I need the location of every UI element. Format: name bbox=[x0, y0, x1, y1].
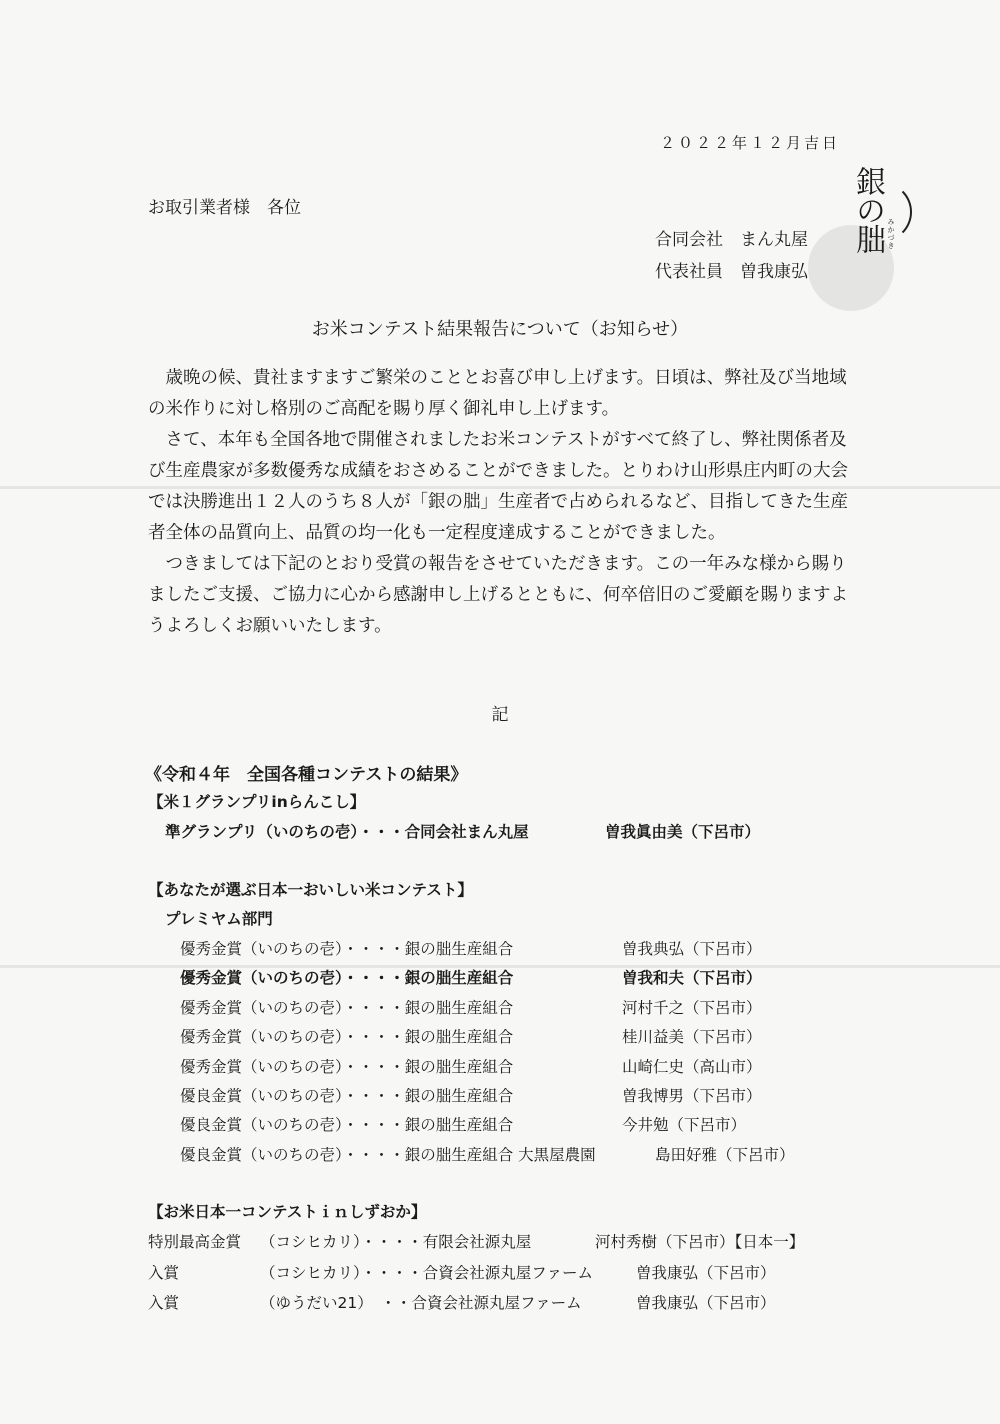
contest-heading: 【お米日本一コンテストｉｎしずおか】 bbox=[148, 1203, 427, 1221]
contest-heading: 【あなたが選ぶ日本一おいしい米コンテスト】 bbox=[148, 881, 473, 899]
award-variety: （ゆうだい21） ・・合資会社源丸屋ファーム bbox=[260, 1294, 582, 1312]
award-winner: 今井勉（下呂市） bbox=[622, 1116, 747, 1134]
award-name: 優秀金賞（いのちの壱）・・・・銀の朏生産組合 bbox=[180, 999, 514, 1017]
award-name: 準グランプリ（いのちの壱）・・・合同会社まん丸屋 bbox=[165, 823, 529, 841]
award-name: 入賞 bbox=[148, 1264, 180, 1282]
award-winner: 曽我康弘（下呂市） bbox=[636, 1294, 776, 1312]
ki-mark: 記 bbox=[491, 705, 509, 725]
sender-representative: 代表社員 曽我康弘 bbox=[655, 262, 808, 282]
award-winner: 河村秀樹（下呂市）【日本一】 bbox=[595, 1233, 805, 1251]
paragraph: さて、本年も全国各地で開催されましたお米コンテストがすべて終了し、弊社関係者及び生産農家が多数優秀な成績をおさめることができました。とりわけ山形県庄内町の大会では決勝進出１２人のうち８人が「銀の朏」生産者で占められるなど、目指してきた生産者全体の品質向上、品質の均一化も一定程度達成することができました。 bbox=[148, 430, 848, 543]
award-winner: 山崎仁史（高山市） bbox=[622, 1058, 762, 1076]
award-name: 優秀金賞（いのちの壱）・・・・銀の朏生産組合 bbox=[180, 969, 514, 987]
award-name: 優良金賞（いのちの壱）・・・・銀の朏生産組合 bbox=[180, 1116, 514, 1134]
award-name: 優秀金賞（いのちの壱）・・・・銀の朏生産組合 bbox=[180, 1028, 514, 1046]
award-variety: （コシヒカリ）・・・・合資会社源丸屋ファーム bbox=[260, 1264, 593, 1282]
award-winner: 河村千之（下呂市） bbox=[622, 999, 762, 1017]
paragraph: つきましては下記のとおり受賞の報告をさせていただきます。この一年みな様から賜りましたご支援、ご協力に心から感謝申し上げるとともに、何卒倍旧のご愛顧を賜りますようよろしくお願いいたします。 bbox=[148, 554, 848, 636]
award-name: 特別最高金賞 bbox=[148, 1233, 242, 1251]
paragraph: 歳晩の候、貴社ますますご繁栄のこととお喜び申し上げます。日頃は、弊社及び当地域の米作りに対し格別のご高配を賜り厚く御礼申し上げます。 bbox=[148, 368, 847, 419]
award-winner: 桂川益美（下呂市） bbox=[622, 1028, 762, 1046]
award-name: 優秀金賞（いのちの壱）・・・・銀の朏生産組合 bbox=[180, 1058, 514, 1076]
logo-wordmark: 銀の朏 bbox=[850, 166, 885, 253]
recipient: お取引業者様 各位 bbox=[148, 198, 301, 218]
letter-date: ２０２２年１２月吉日 bbox=[660, 134, 841, 152]
document-title: お米コンテスト結果報告について（お知らせ） bbox=[311, 319, 689, 340]
award-name: 入賞 bbox=[148, 1294, 180, 1312]
award-name: 優秀金賞（いのちの壱）・・・・銀の朏生産組合 bbox=[180, 940, 514, 958]
results-title: 《令和４年 全国各種コンテストの結果》 bbox=[145, 765, 468, 785]
award-winner: 曽我眞由美（下呂市） bbox=[605, 823, 761, 841]
division-label: プレミヤム部門 bbox=[165, 910, 273, 928]
award-winner: 曽我和夫（下呂市） bbox=[622, 969, 762, 987]
award-winner: 曽我典弘（下呂市） bbox=[622, 940, 762, 958]
sender-company: 合同会社 まん丸屋 bbox=[655, 230, 808, 250]
contest-heading: 【米１グランプリinらんこし】 bbox=[148, 793, 366, 811]
award-name: 優良金賞（いのちの壱）・・・・銀の朏生産組合 bbox=[180, 1087, 514, 1105]
award-winner: 曽我博男（下呂市） bbox=[622, 1087, 762, 1105]
award-winner: 島田好雅（下呂市） bbox=[655, 1146, 795, 1164]
award-winner: 曽我康弘（下呂市） bbox=[636, 1264, 776, 1282]
letter-body bbox=[148, 363, 848, 642]
award-name: 優良金賞（いのちの壱）・・・・銀の朏生産組合 大黒屋農園 bbox=[180, 1146, 596, 1164]
logo-ruby: みかづき bbox=[887, 218, 895, 250]
award-variety: （コシヒカリ）・・・・有限会社源丸屋 bbox=[260, 1233, 532, 1251]
award-row bbox=[165, 820, 529, 842]
